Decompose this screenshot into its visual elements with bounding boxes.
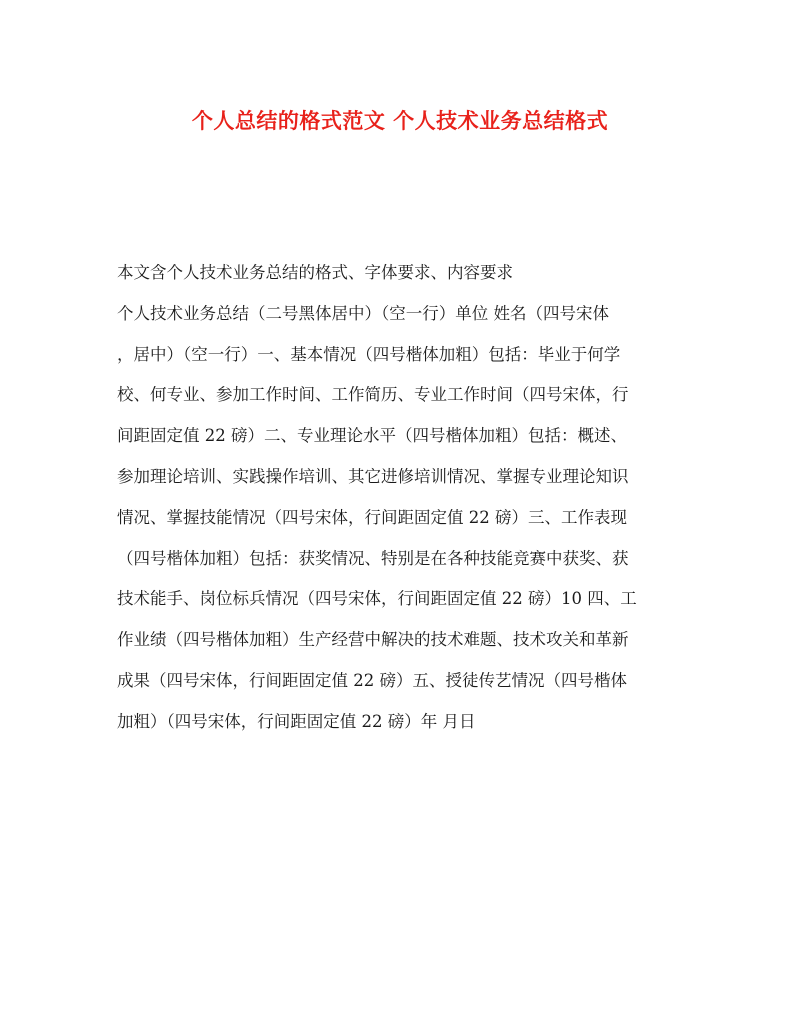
document-body bbox=[117, 260, 690, 750]
body-line: 成果（四号宋体，行间距固定值 22 磅）五、授徒传艺情况（四号楷体 bbox=[117, 670, 627, 690]
body-line: 校、何专业、参加工作时间、工作简历、专业工作时间（四号宋体，行 bbox=[117, 385, 629, 405]
body-line: 作业绩（四号楷体加粗）生产经营中解决的技术难题、技术攻关和革新 bbox=[117, 630, 629, 650]
body-line: 本文含个人技术业务总结的格式、字体要求、内容要求 bbox=[117, 263, 513, 282]
document-title: 个人总结的格式范文 个人技术业务总结格式 bbox=[191, 109, 609, 133]
body-line: 间距固定值 22 磅）二、专业理论水平（四号楷体加粗）包括：概述、 bbox=[117, 426, 627, 446]
body-line: 参加理论培训、实践操作培训、其它进修培训情况、掌握专业理论知识 bbox=[117, 466, 629, 486]
body-line: ，居中）（空一行）一、基本情况（四号楷体加粗）包括：毕业于何学 bbox=[117, 344, 621, 364]
body-line: 加粗）（四号宋体，行间距固定值 22 磅）年 月日 bbox=[117, 711, 476, 731]
body-line: 情况、掌握技能情况（四号宋体，行间距固定值 22 磅）三、工作表现 bbox=[117, 507, 627, 527]
body-line: 技术能手、岗位标兵情况（四号宋体，行间距固定值 22 磅）10 四、工 bbox=[117, 589, 637, 609]
body-line: 个人技术业务总结（二号黑体居中）（空一行）单位 姓名（四号宋体 bbox=[117, 303, 609, 323]
body-line: （四号楷体加粗）包括：获奖情况、特别是在各种技能竞赛中获奖、获 bbox=[117, 548, 629, 568]
